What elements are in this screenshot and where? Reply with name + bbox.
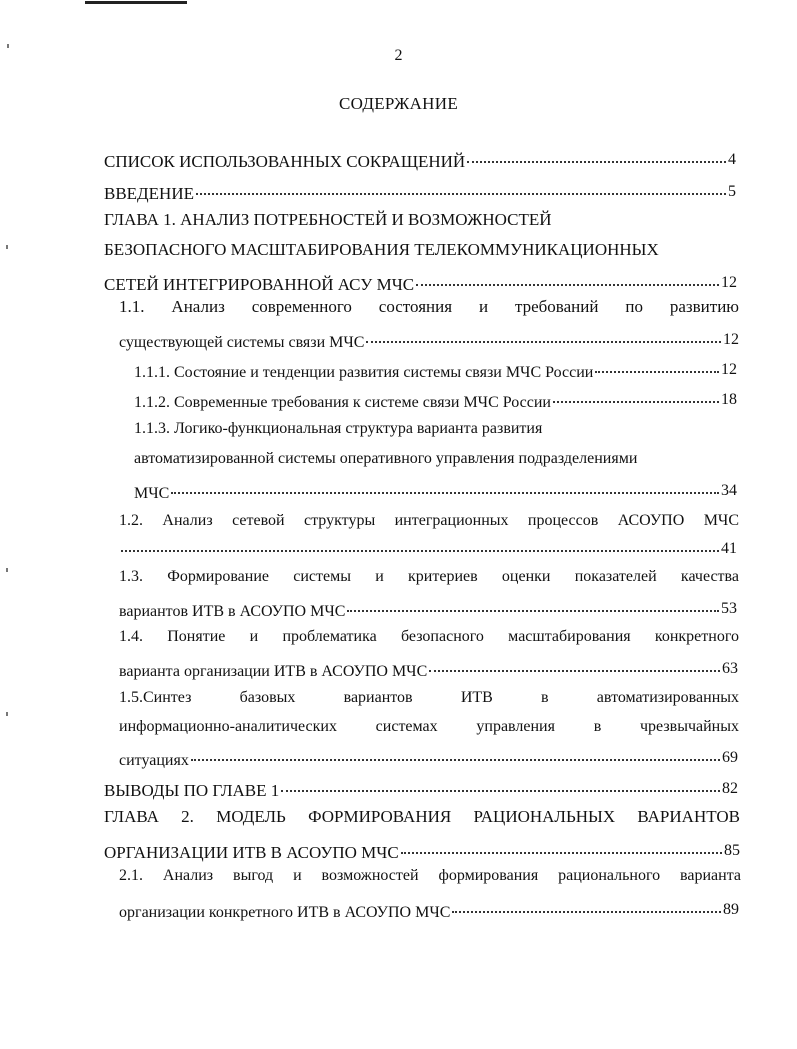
toc-entry-text: СЕТЕЙ ИНТЕГРИРОВАННОЙ АСУ МЧС bbox=[104, 275, 415, 294]
dot-leader bbox=[191, 745, 720, 765]
toc-entry-abbreviations[interactable] bbox=[104, 147, 736, 173]
toc-chapter1-line1[interactable]: ГЛАВА 1. АНАЛИЗ ПОТРЕБНОСТЕЙ И ВОЗМОЖНОСТЕЙ bbox=[104, 210, 552, 229]
toc-entry-2-1[interactable] bbox=[119, 897, 739, 923]
toc-entry-1-1-1[interactable] bbox=[134, 357, 737, 383]
dot-leader bbox=[429, 656, 720, 676]
dot-leader bbox=[401, 838, 722, 858]
toc-entry-1-4[interactable] bbox=[119, 656, 738, 682]
toc-section-1-3-line1[interactable]: 1.3. Формирование системы и критериев оценки показателей качества bbox=[119, 568, 739, 585]
toc-page-number: 5 bbox=[728, 183, 736, 200]
toc-page-number: 4 bbox=[728, 151, 736, 168]
toc-entry-text: варианта организации ИТВ в АСОУПО МЧС bbox=[119, 663, 428, 680]
toc-entry-1-2[interactable] bbox=[119, 536, 737, 562]
toc-page-number: 53 bbox=[721, 600, 737, 617]
toc-page-number: 85 bbox=[724, 842, 740, 859]
toc-page-number: 34 bbox=[721, 482, 737, 499]
toc-entry-text: существующей системы связи МЧС bbox=[119, 334, 365, 351]
dot-leader bbox=[121, 536, 719, 556]
toc-section-1-5-line1[interactable]: 1.5.Синтез базовых вариантов ИТВ в автоматизированных bbox=[119, 689, 739, 706]
dot-leader bbox=[171, 478, 719, 498]
toc-page-number: 82 bbox=[722, 780, 738, 797]
toc-entry-text: МЧС bbox=[134, 485, 170, 502]
toc-entry-intro[interactable] bbox=[104, 179, 736, 205]
toc-entry-conclusions1[interactable] bbox=[104, 776, 738, 802]
toc-section-1-1-3-line2[interactable]: автоматизированной системы оперативного управления подразделениями bbox=[134, 450, 638, 467]
toc-page-number: 12 bbox=[723, 331, 739, 348]
scan-speck bbox=[6, 245, 8, 249]
toc-entry-text: ВВЕДЕНИЕ bbox=[104, 184, 194, 203]
toc-section-1-2-line1[interactable]: 1.2. Анализ сетевой структуры интеграционных процессов АСОУПО МЧС bbox=[119, 512, 739, 529]
toc-entry-chapter1[interactable] bbox=[104, 270, 737, 296]
page-number: 2 bbox=[394, 47, 403, 64]
dot-leader bbox=[347, 596, 719, 616]
toc-page-number: 69 bbox=[722, 749, 738, 766]
toc-section-1-1-3-line1[interactable]: 1.1.3. Логико-функциональная структура варианта развития bbox=[134, 420, 543, 437]
toc-chapter1-line2[interactable]: БЕЗОПАСНОГО МАСШТАБИРОВАНИЯ ТЕЛЕКОММУНИКАЦИОННЫХ bbox=[104, 240, 659, 259]
toc-page-number: 12 bbox=[721, 274, 737, 291]
dot-leader bbox=[467, 147, 726, 167]
toc-entry-1-1[interactable] bbox=[119, 327, 739, 353]
toc-entry-text: ВЫВОДЫ ПО ГЛАВЕ 1 bbox=[104, 781, 280, 800]
toc-title: СОДЕРЖАНИЕ bbox=[338, 94, 459, 113]
toc-page-number: 12 bbox=[721, 361, 737, 378]
toc-section-1-5-line2[interactable]: информационно-аналитических системах управления в чрезвычайных bbox=[119, 718, 739, 735]
toc-entry-1-1-2[interactable] bbox=[134, 387, 737, 413]
toc-entry-text: организации конкретного ИТВ в АСОУПО МЧС bbox=[119, 904, 451, 921]
dot-leader bbox=[196, 179, 726, 199]
toc-entry-chapter2[interactable] bbox=[104, 838, 740, 864]
toc-entry-text: ОРГАНИЗАЦИИ ИТВ В АСОУПО МЧС bbox=[104, 843, 399, 862]
toc-page-number: 18 bbox=[721, 391, 737, 408]
toc-page-number: 63 bbox=[722, 660, 738, 677]
toc-section-2-1-line1[interactable]: 2.1. Анализ выгод и возможностей формирования рационального варианта bbox=[119, 867, 741, 884]
scan-speck bbox=[6, 712, 8, 716]
toc-entry-text: 1.1.1. Состояние и тенденции развития системы связи МЧС России bbox=[134, 364, 594, 381]
dot-leader bbox=[366, 327, 721, 347]
dot-leader bbox=[452, 897, 721, 917]
scan-speck bbox=[6, 568, 8, 572]
toc-entry-1-3[interactable] bbox=[119, 596, 737, 622]
toc-entry-1-1-3[interactable] bbox=[134, 478, 737, 504]
toc-section-1-4-line1[interactable]: 1.4. Понятие и проблематика безопасного масштабирования конкретного bbox=[119, 628, 739, 645]
scan-artifact-line bbox=[85, 1, 187, 4]
toc-entry-1-5[interactable] bbox=[119, 745, 738, 771]
toc-page-number: 89 bbox=[723, 901, 739, 918]
toc-entry-text: вариантов ИТВ в АСОУПО МЧС bbox=[119, 603, 346, 620]
dot-leader bbox=[416, 270, 719, 290]
dot-leader bbox=[595, 357, 719, 377]
toc-section-1-1-line1[interactable]: 1.1. Анализ современного состояния и требований по развитию bbox=[119, 297, 739, 316]
toc-page-number: 41 bbox=[721, 540, 737, 557]
toc-chapter2-line1[interactable]: ГЛАВА 2. МОДЕЛЬ ФОРМИРОВАНИЯ РАЦИОНАЛЬНЫХ ВАРИАНТОВ bbox=[104, 807, 740, 826]
toc-entry-text: СПИСОК ИСПОЛЬЗОВАННЫХ СОКРАЩЕНИЙ bbox=[104, 152, 466, 171]
toc-entry-text: ситуациях bbox=[119, 752, 189, 769]
dot-leader bbox=[281, 776, 720, 796]
toc-entry-text: 1.1.2. Современные требования к системе связи МЧС России bbox=[134, 394, 551, 411]
dot-leader bbox=[553, 387, 719, 407]
